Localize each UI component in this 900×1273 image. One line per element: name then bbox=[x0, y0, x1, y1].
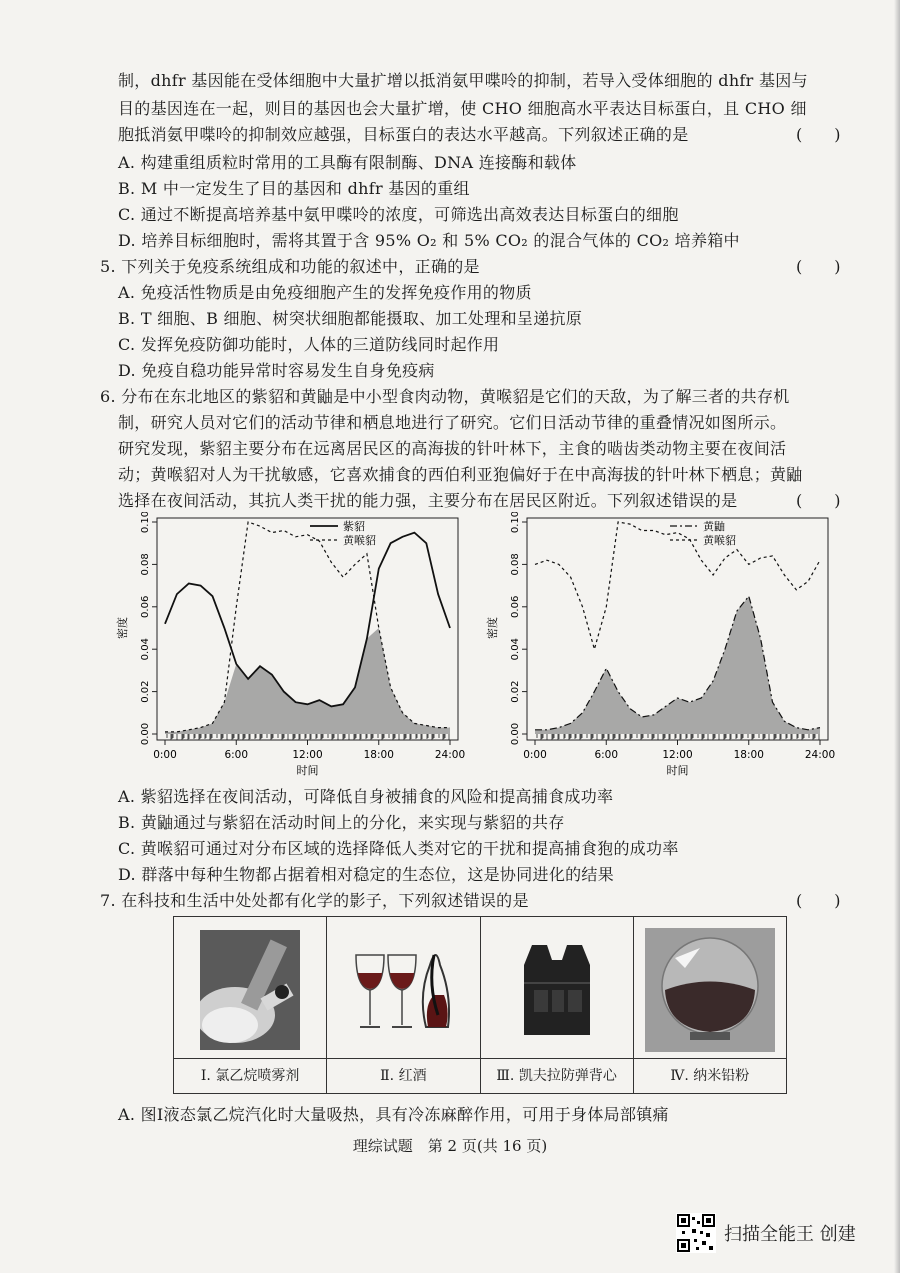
q6-stem-line-3: 研究发现，紫貂主要分布在远离居民区的高海拔的针叶林下，主食的啮齿类动物主要在夜间活 bbox=[118, 439, 787, 458]
series-line-0 bbox=[165, 533, 450, 707]
caption-1: Ⅰ. 氯乙烷喷雾剂 bbox=[174, 1058, 326, 1093]
x-axis-label: 时间 bbox=[666, 764, 689, 777]
legend-label: 黄喉貂 bbox=[343, 534, 376, 547]
q5-option-c: C. 发挥免疫防御功能时，人体的三道防线同时起作用 bbox=[118, 335, 500, 354]
q7-answer-paren: ( ) bbox=[796, 891, 841, 910]
q6-stem-line-2: 制，研究人员对它们的活动节律和栖息地进行了研究。它们日活动节律的重叠情况如图所示。 bbox=[118, 413, 787, 432]
activity-chart-right bbox=[480, 512, 855, 781]
x-tick-label: 12:00 bbox=[662, 749, 693, 761]
q4-option-a: A. 构建重组质粒时常用的工具酶有限制酶、DNA 连接酶和载体 bbox=[118, 153, 577, 172]
q4-option-d: D. 培养目标细胞时，需将其置于含 95% O₂ 和 5% CO₂ 的混合气体的 CO₂ 培养箱中 bbox=[118, 231, 740, 250]
overlap-area bbox=[165, 628, 450, 734]
y-tick-label: 0.04 bbox=[510, 638, 521, 661]
y-tick-label: 0.08 bbox=[140, 553, 151, 576]
q6-option-d: D. 群落中每种生物都占据着相对稳定的生态位，这是协同进化的结果 bbox=[118, 865, 615, 884]
q5-stem: 5. 下列关于免疫系统组成和功能的叙述中，正确的是 bbox=[100, 257, 480, 276]
x-tick-label: 24:00 bbox=[434, 749, 466, 761]
page-footer: 理综试题 第 2 页(共 16 页) bbox=[352, 1137, 548, 1155]
series-line-1 bbox=[165, 522, 450, 732]
x-axis-label: 时间 bbox=[296, 764, 319, 777]
series-line-1 bbox=[535, 522, 820, 649]
x-tick-label: 6:00 bbox=[594, 749, 619, 761]
q6-stem-line-5: 选择在夜间活动，其抗人类干扰的能力强，主要分布在居民区附近。下列叙述错误的是 bbox=[118, 491, 738, 510]
activity-chart-left bbox=[110, 512, 485, 781]
y-tick-label: 0.04 bbox=[140, 638, 151, 661]
x-tick-label: 6:00 bbox=[224, 749, 249, 761]
q5-option-a: A. 免疫活性物质是由免疫细胞产生的发挥免疫作用的物质 bbox=[118, 283, 532, 302]
camscanner-watermark bbox=[676, 1210, 856, 1256]
q7-cell-3 bbox=[481, 917, 634, 1093]
legend-label: 紫貂 bbox=[343, 520, 365, 533]
q6-answer-paren: ( ) bbox=[796, 491, 841, 510]
q7-cell-1 bbox=[174, 917, 327, 1093]
q5-answer-paren: ( ) bbox=[796, 257, 841, 276]
kevlar-vest-image bbox=[491, 925, 623, 1055]
q5-option-b: B. T 细胞、B 细胞、树突状细胞都能摄取、加工处理和呈递抗原 bbox=[118, 309, 583, 328]
y-tick-label: 0.10 bbox=[140, 512, 151, 534]
caption-2: Ⅱ. 红酒 bbox=[327, 1058, 479, 1093]
y-tick-label: 0.10 bbox=[510, 512, 521, 534]
red-wine-image bbox=[337, 925, 469, 1055]
q7-cell-2 bbox=[327, 917, 480, 1093]
y-tick-label: 0.00 bbox=[140, 722, 151, 746]
q6-option-c: C. 黄喉貂可通过对分布区域的选择降低人类对它的干扰和提高捕食狍的成功率 bbox=[118, 839, 679, 858]
q4-stem-line-2: 目的基因连在一起，则目的基因也会大量扩增，使 CHO 细胞高水平表达目标蛋白，且 CHO 细 bbox=[118, 99, 807, 118]
y-tick-label: 0.00 bbox=[510, 722, 521, 746]
qr-code-icon bbox=[676, 1213, 716, 1253]
x-tick-label: 18:00 bbox=[363, 749, 394, 761]
page-edge-shadow bbox=[894, 0, 900, 1273]
x-tick-label: 18:00 bbox=[733, 749, 764, 761]
y-tick-label: 0.02 bbox=[140, 680, 151, 703]
caption-3: Ⅲ. 凯夫拉防弹背心 bbox=[481, 1058, 633, 1093]
caption-4: Ⅳ. 纳米铅粉 bbox=[634, 1058, 786, 1093]
q4-stem-line-1: 制，dhfr 基因能在受体细胞中大量扩增以抵消氨甲喋呤的抑制，若导入受体细胞的 dhfr 基因与 bbox=[118, 71, 808, 90]
q6-stem-line-1: 6. 分布在东北地区的紫貂和黄鼬是中小型食肉动物，黄喉貂是它们的天敌，为了解三者的共存机 bbox=[100, 387, 790, 406]
y-axis-label: 密度 bbox=[116, 617, 129, 639]
q6-stem-line-4: 动；黄喉貂对人为干扰敏感，它喜欢捕食的西伯利亚狍偏好于在中高海拔的针叶林下栖息；黄鼬 bbox=[118, 465, 803, 484]
y-tick-label: 0.06 bbox=[140, 595, 151, 618]
y-axis-label: 密度 bbox=[486, 617, 499, 639]
q4-option-b: B. M 中一定发生了目的基因和 dhfr 基因的重组 bbox=[118, 179, 470, 198]
chloroethane-spray-image bbox=[184, 925, 316, 1055]
legend-label: 黄鼬 bbox=[703, 520, 725, 533]
q6-option-a: A. 紫貂选择在夜间活动，可降低自身被捕食的风险和提高捕食成功率 bbox=[118, 787, 614, 806]
y-tick-label: 0.08 bbox=[510, 553, 521, 576]
x-tick-label: 0:00 bbox=[523, 749, 547, 761]
q7-option-a: A. 图Ⅰ液态氯乙烷汽化时大量吸热，具有冷冻麻醉作用，可用于身体局部镇痛 bbox=[118, 1105, 669, 1124]
x-tick-label: 12:00 bbox=[292, 749, 323, 761]
x-tick-label: 24:00 bbox=[804, 749, 836, 761]
q4-option-c: C. 通过不断提高培养基中氨甲喋呤的浓度，可筛选出高效表达目标蛋白的细胞 bbox=[118, 205, 679, 224]
legend-label: 黄喉貂 bbox=[703, 534, 736, 547]
q7-cell-4 bbox=[634, 917, 786, 1093]
q6-option-b: B. 黄鼬通过与紫貂在活动时间上的分化，来实现与紫貂的共存 bbox=[118, 813, 565, 832]
y-tick-label: 0.02 bbox=[510, 680, 521, 703]
nano-lead-powder-image bbox=[644, 925, 776, 1055]
y-tick-label: 0.06 bbox=[510, 595, 521, 618]
q7-picture-table bbox=[173, 916, 787, 1094]
q4-stem-line-3: 胞抵消氨甲喋呤的抑制效应越强，目标蛋白的表达水平越高。下列叙述正确的是 bbox=[118, 125, 689, 144]
q7-stem: 7. 在科技和生活中处处都有化学的影子，下列叙述错误的是 bbox=[100, 891, 529, 910]
watermark-text: 扫描全能王 创建 bbox=[724, 1224, 856, 1245]
activity-chart-left-svg bbox=[110, 512, 485, 777]
x-tick-label: 0:00 bbox=[153, 749, 177, 761]
q4-answer-paren: ( ) bbox=[796, 125, 841, 144]
overlap-area bbox=[535, 596, 820, 734]
activity-chart-right-svg bbox=[480, 512, 855, 777]
q5-option-d: D. 免疫自稳功能异常时容易发生自身免疫病 bbox=[118, 361, 435, 380]
